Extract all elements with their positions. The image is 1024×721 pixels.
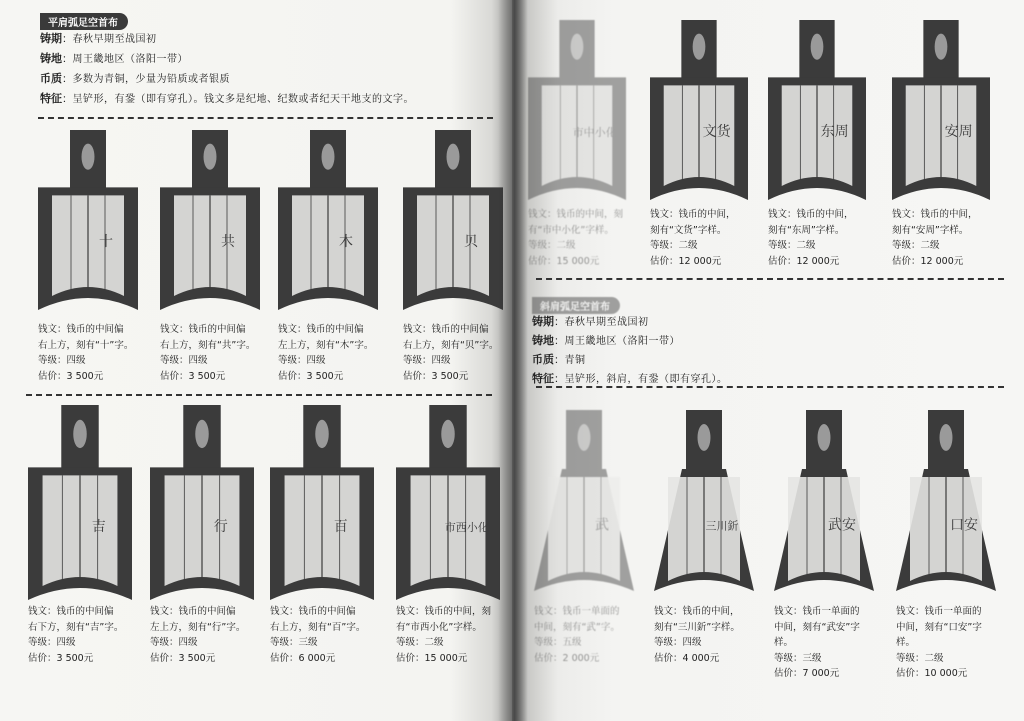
- caption-line: 有“市西小化”字样。: [396, 621, 482, 633]
- divider: [26, 394, 492, 396]
- coin-rubbing: [768, 20, 866, 200]
- caption-line: 刻有“东周”字样。: [768, 224, 845, 236]
- caption-line: 等级：五级: [534, 637, 582, 648]
- coin-rubbing: [650, 20, 748, 200]
- coin-image: [270, 405, 374, 600]
- divider: [38, 117, 493, 119]
- caption-line: 样。: [774, 637, 794, 648]
- caption-line: 估价：3 500元: [278, 370, 344, 382]
- coin-inscription: 武: [595, 517, 609, 534]
- coin-inscription: 吉: [91, 519, 106, 536]
- coin-rubbing: [528, 20, 626, 200]
- coin-inscription: 安周: [944, 124, 973, 141]
- coin-inscription: 贝: [464, 234, 478, 251]
- meta-block: [532, 313, 728, 389]
- coin-image: [403, 130, 503, 310]
- coin-caption: [892, 207, 1004, 269]
- caption-line: 有“市中小化”字样。: [528, 224, 614, 236]
- coin-caption: [278, 322, 390, 384]
- coin-inscription: 市中小化: [572, 126, 617, 140]
- caption-line: 钱文：钱币的中间偏: [150, 606, 236, 617]
- coin-caption: [896, 604, 1008, 682]
- coin-image: [528, 20, 626, 200]
- meta-row: 特征：呈铲形，有銎（即有穿孔）。钱文多是纪地、纪数或者纪天干地支的文字。: [40, 92, 414, 105]
- coin-caption: [534, 604, 646, 666]
- coin-socket-hole: [811, 34, 824, 60]
- caption-line: 钱文：钱币一单面的: [774, 606, 860, 617]
- caption-line: 钱文：钱币的中间偏: [278, 324, 364, 335]
- coin-caption: [38, 322, 150, 384]
- meta-row: 铸地：周王畿地区（洛阳一带）: [40, 52, 188, 65]
- section-title: 平肩弧足空首布: [40, 13, 128, 30]
- coin-socket-hole: [940, 424, 953, 451]
- coin-inscription: 共: [221, 234, 235, 251]
- coin-image: [160, 130, 260, 310]
- caption-line: 中间，刻有“口安”字: [896, 621, 982, 633]
- caption-line: 等级：二级: [396, 637, 444, 648]
- coin-image: [396, 405, 500, 600]
- meta-row: 币质：多数为青铜，少量为铅质或者银质: [40, 72, 230, 85]
- caption-line: 中间，刻有“武”字。: [534, 621, 620, 633]
- coin-socket-hole: [195, 420, 208, 448]
- coin-rubbing: [896, 410, 996, 595]
- caption-line: 右上方，刻有“十”字。: [38, 339, 134, 351]
- caption-line: 估价：10 000元: [896, 668, 968, 679]
- book-spine-shadow: [498, 0, 528, 721]
- coin-rubbing: [403, 130, 503, 310]
- coin-rubbing: [150, 405, 254, 600]
- caption-line: 等级：二级: [896, 652, 944, 664]
- caption-line: 左上方，刻有“木”字。: [278, 339, 374, 351]
- coin-socket-hole: [322, 144, 335, 170]
- coin-socket-hole: [73, 420, 86, 448]
- coin-socket-hole: [571, 34, 584, 60]
- caption-line: 等级：四级: [160, 355, 208, 366]
- coin-inscription: 百: [333, 519, 348, 536]
- coin-caption: [150, 604, 262, 666]
- right-page: [512, 0, 1024, 721]
- coin-image: [654, 410, 754, 595]
- caption-line: 钱文：钱币的中间，: [650, 209, 736, 220]
- coin-caption: [768, 207, 880, 269]
- caption-line: 估价：12 000元: [768, 255, 840, 267]
- coin-caption: [654, 604, 766, 666]
- coin-socket-hole: [441, 420, 454, 448]
- caption-line: 左上方，刻有“行”字。: [150, 621, 246, 633]
- caption-line: 右上方，刻有“共”字。: [160, 339, 256, 351]
- caption-line: 等级：二级: [528, 240, 576, 251]
- caption-line: 右上方，刻有“贝”字。: [403, 339, 499, 351]
- caption-line: 钱文：钱币的中间偏: [38, 324, 124, 335]
- caption-line: 钱文：钱币一单面的: [896, 606, 982, 617]
- meta-row: 币质：青铜: [532, 353, 586, 366]
- caption-line: 刻有“三川釿”字样。: [654, 621, 740, 633]
- coin-image: [650, 20, 748, 200]
- caption-line: 钱文：钱币的中间，: [892, 209, 978, 220]
- coin-image: [896, 410, 996, 595]
- coin-inscription: 东周: [820, 124, 849, 141]
- caption-line: 钱文：钱币的中间，: [654, 606, 740, 617]
- caption-line: 右下方，刻有“吉”字。: [28, 621, 124, 633]
- coin-socket-hole: [698, 424, 711, 451]
- coin-rubbing: [28, 405, 132, 600]
- coin-rubbing: [278, 130, 378, 310]
- caption-line: 等级：四级: [38, 355, 86, 366]
- coin-inscription: 木: [339, 234, 353, 251]
- caption-line: 钱文：钱币的中间偏: [403, 324, 489, 335]
- coin-socket-hole: [315, 420, 328, 448]
- caption-line: 等级：三级: [270, 637, 318, 648]
- meta-block: [40, 29, 414, 109]
- caption-line: 右上方，刻有“百”字。: [270, 621, 366, 633]
- coin-image: [278, 130, 378, 310]
- coin-caption: [396, 604, 508, 666]
- coin-socket-hole: [447, 144, 460, 170]
- coin-rubbing: [774, 410, 874, 595]
- coin-rubbing: [38, 130, 138, 310]
- coin-rubbing: [160, 130, 260, 310]
- coin-image: [38, 130, 138, 310]
- meta-row: 特征：呈铲形，斜肩，有銎（即有穿孔）。: [532, 372, 728, 385]
- caption-line: 等级：二级: [768, 240, 816, 251]
- coin-socket-hole: [204, 144, 217, 170]
- coin-caption: [650, 207, 762, 269]
- caption-line: 钱文：钱币的中间偏: [160, 324, 246, 335]
- coin-inscription: 文货: [702, 124, 731, 141]
- coin-socket-hole: [935, 34, 948, 60]
- caption-line: 钱文：钱币的中间，: [768, 209, 854, 220]
- caption-line: 刻有“安周”字样。: [892, 224, 969, 236]
- coin-rubbing: [534, 410, 634, 595]
- caption-line: 估价：3 500元: [403, 370, 469, 382]
- caption-line: 估价：3 500元: [38, 370, 104, 382]
- coin-image: [150, 405, 254, 600]
- coin-caption: [160, 322, 272, 384]
- coin-socket-hole: [578, 424, 591, 451]
- coin-caption: [528, 207, 640, 269]
- coin-inscription: 武安: [828, 517, 856, 534]
- coin-caption: [270, 604, 382, 666]
- caption-line: 等级：二级: [650, 240, 698, 251]
- caption-line: 中间，刻有“武安”字: [774, 621, 860, 633]
- caption-line: 等级：四级: [28, 637, 76, 648]
- caption-line: 钱文：钱币的中间偏: [270, 606, 356, 617]
- meta-row: 铸期：春秋早期至战国初: [40, 32, 157, 45]
- coin-socket-hole: [693, 34, 706, 60]
- caption-line: 估价：7 000元: [774, 668, 840, 679]
- coin-inscription: 口安: [950, 517, 978, 534]
- caption-line: 刻有“文货”字样。: [650, 224, 727, 236]
- caption-line: 估价：3 500元: [160, 370, 226, 382]
- caption-line: 估价：2 000元: [534, 652, 600, 664]
- divider: [536, 386, 1004, 388]
- coin-rubbing: [396, 405, 500, 600]
- meta-row: 铸地：周王畿地区（洛阳一带）: [532, 334, 680, 347]
- coin-rubbing: [654, 410, 754, 595]
- caption-line: 钱文：钱币的中间，刻: [528, 209, 624, 220]
- coin-image: [28, 405, 132, 600]
- coin-rubbing: [892, 20, 990, 200]
- caption-line: 估价：15 000元: [396, 652, 468, 664]
- coin-inscription: 三川釿: [705, 519, 739, 533]
- caption-line: 估价：6 000元: [270, 652, 336, 664]
- meta-row: 铸期：春秋早期至战国初: [532, 315, 649, 328]
- caption-line: 等级：二级: [892, 240, 940, 251]
- section-title: 斜肩弧足空首布: [532, 297, 620, 314]
- coin-inscription: 十: [99, 234, 113, 251]
- coin-socket-hole: [82, 144, 95, 170]
- coin-caption: [28, 604, 140, 666]
- coin-inscription: 市西小化: [444, 521, 489, 535]
- caption-line: 等级：四级: [278, 355, 326, 366]
- coin-image: [774, 410, 874, 595]
- caption-line: 估价：12 000元: [650, 255, 722, 267]
- caption-line: 估价：12 000元: [892, 255, 964, 267]
- coin-image: [892, 20, 990, 200]
- coin-rubbing: [270, 405, 374, 600]
- coin-caption: [774, 604, 886, 682]
- caption-line: 估价：3 500元: [28, 652, 94, 664]
- caption-line: 等级：四级: [150, 637, 198, 648]
- caption-line: 钱文：钱币的中间偏: [28, 606, 114, 617]
- caption-line: 估价：3 500元: [150, 652, 216, 664]
- coin-image: [534, 410, 634, 595]
- coin-image: [768, 20, 866, 200]
- caption-line: 等级：四级: [403, 355, 451, 366]
- caption-line: 钱文：钱币的中间，刻: [396, 606, 492, 617]
- divider: [536, 278, 1004, 280]
- caption-line: 估价：15 000元: [528, 255, 600, 267]
- coin-socket-hole: [818, 424, 831, 451]
- caption-line: 样。: [896, 637, 916, 648]
- coin-inscription: 行: [213, 519, 228, 536]
- caption-line: 估价：4 000元: [654, 652, 720, 664]
- caption-line: 等级：四级: [654, 637, 702, 648]
- caption-line: 钱文：钱币一单面的: [534, 606, 620, 617]
- caption-line: 等级：三级: [774, 652, 822, 664]
- coin-caption: [403, 322, 512, 384]
